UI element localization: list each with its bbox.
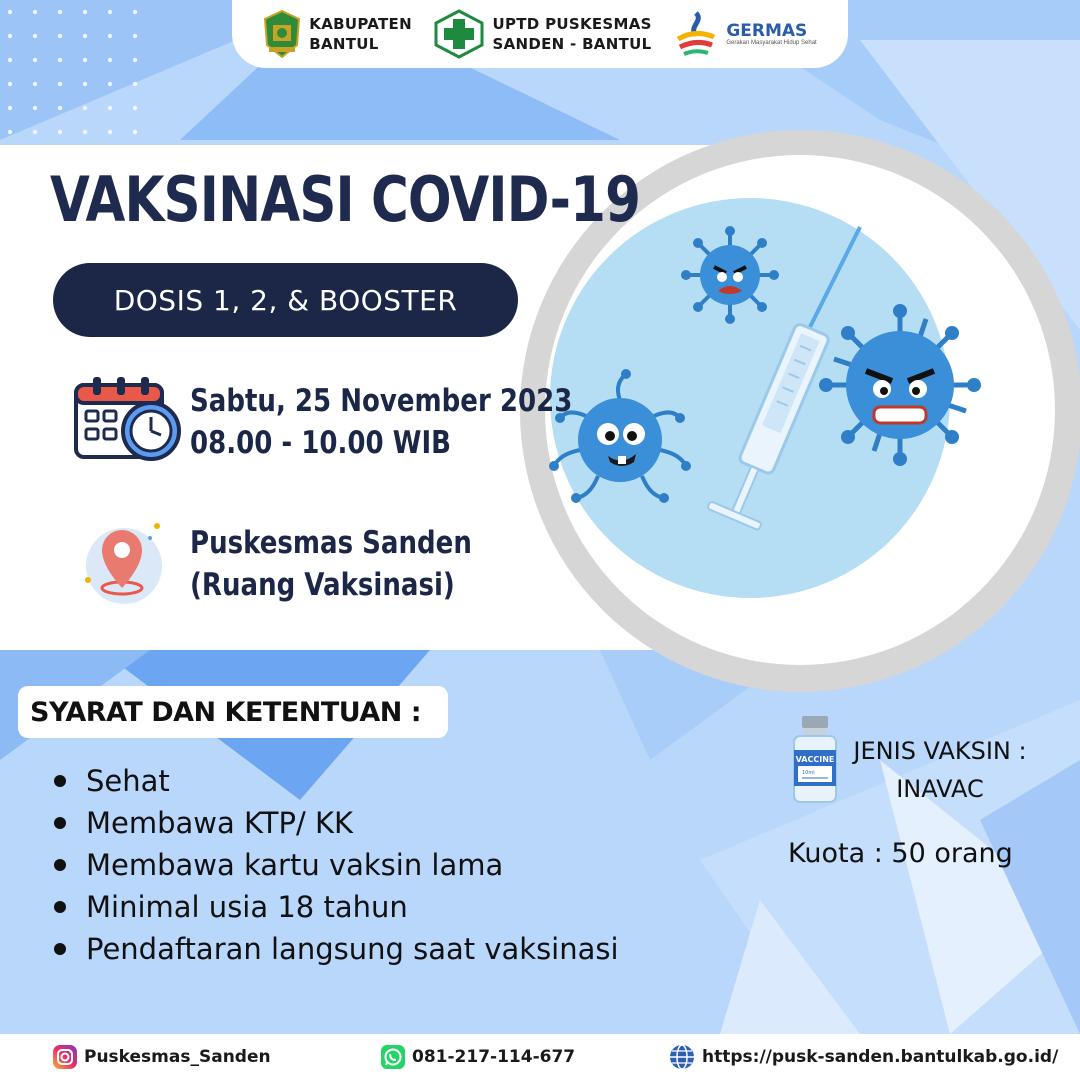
location-pin-icon [80,518,170,608]
dose-text: DOSIS 1, 2, & BOOSTER [113,283,458,317]
bantul-logo-line2: BANTUL [309,35,379,53]
globe-icon [668,1043,696,1071]
requirements-heading: SYARAT DAN KETENTUAN : [30,696,422,728]
bullet-icon [54,943,66,955]
puskesmas-cross-icon [434,9,484,59]
event-date: Sabtu, 25 November 2023 [190,383,573,419]
list-item [50,760,619,802]
dose-badge [53,263,518,337]
place-name: Puskesmas Sanden [190,525,472,561]
bullet-icon [54,775,66,787]
place-room: (Ruang Vaksinasi) [190,567,455,603]
requirement-text: Membawa kartu vaksin lama [86,848,504,882]
footer-instagram[interactable] [52,1044,271,1070]
vial-label: VACCINE [795,755,835,764]
footer-whatsapp[interactable] [380,1044,575,1070]
header-logo-bar [232,0,848,68]
website-url: https://pusk-sanden.bantulkab.go.id/ [702,1047,1059,1067]
virus-icon [681,226,779,324]
event-title: VAKSINASI COVID-19 [50,163,641,236]
requirement-text: Pendaftaran langsung saat vaksinasi [86,932,619,966]
calendar-clock-icon [73,375,183,465]
germas-logo-icon [674,9,718,59]
vaccine-type [840,732,1040,808]
whatsapp-icon [380,1044,406,1070]
vaccine-vial-icon [790,716,840,804]
puskesmas-logo [434,9,651,59]
germas-logo [674,9,816,59]
footer-contact-bar [0,1034,1080,1080]
list-item [50,928,619,970]
bantul-logo-line1: KABUPATEN [309,15,412,33]
vaccine-type-value: INAVAC [896,775,984,803]
requirements-list [50,760,619,970]
event-location [190,522,472,606]
vaccine-illustration [540,215,1020,575]
germas-title: GERMAS [726,20,808,41]
list-item [50,886,619,928]
bullet-icon [54,901,66,913]
instagram-handle: Puskesmas_Sanden [84,1047,271,1067]
bullet-icon [54,817,66,829]
requirements-heading-box [18,686,448,738]
requirement-text: Minimal usia 18 tahun [86,890,408,924]
event-schedule [190,380,572,464]
event-time: 08.00 - 10.00 WIB [190,425,452,461]
whatsapp-number: 081-217-114-677 [412,1047,576,1067]
requirement-text: Sehat [86,764,170,798]
bantul-logo [263,9,412,59]
instagram-icon [52,1044,78,1070]
footer-website[interactable] [668,1043,1058,1071]
vial-volume: 10ml [802,770,815,776]
vaccine-quota: Kuota : 50 orang [788,838,1013,869]
list-item [50,844,619,886]
requirement-text: Membawa KTP/ KK [86,806,353,840]
germas-subtitle: Gerakan Masyarakat Hidup Sehat [726,39,817,46]
bullet-icon [54,859,66,871]
virus-icon [819,304,981,466]
puskesmas-logo-line1: UPTD PUSKESMAS [492,15,652,33]
vaccine-type-label: JENIS VAKSIN : [853,737,1027,765]
puskesmas-logo-line2: SANDEN - BANTUL [492,35,652,53]
bantul-regency-crest-icon [263,9,301,59]
list-item [50,802,619,844]
